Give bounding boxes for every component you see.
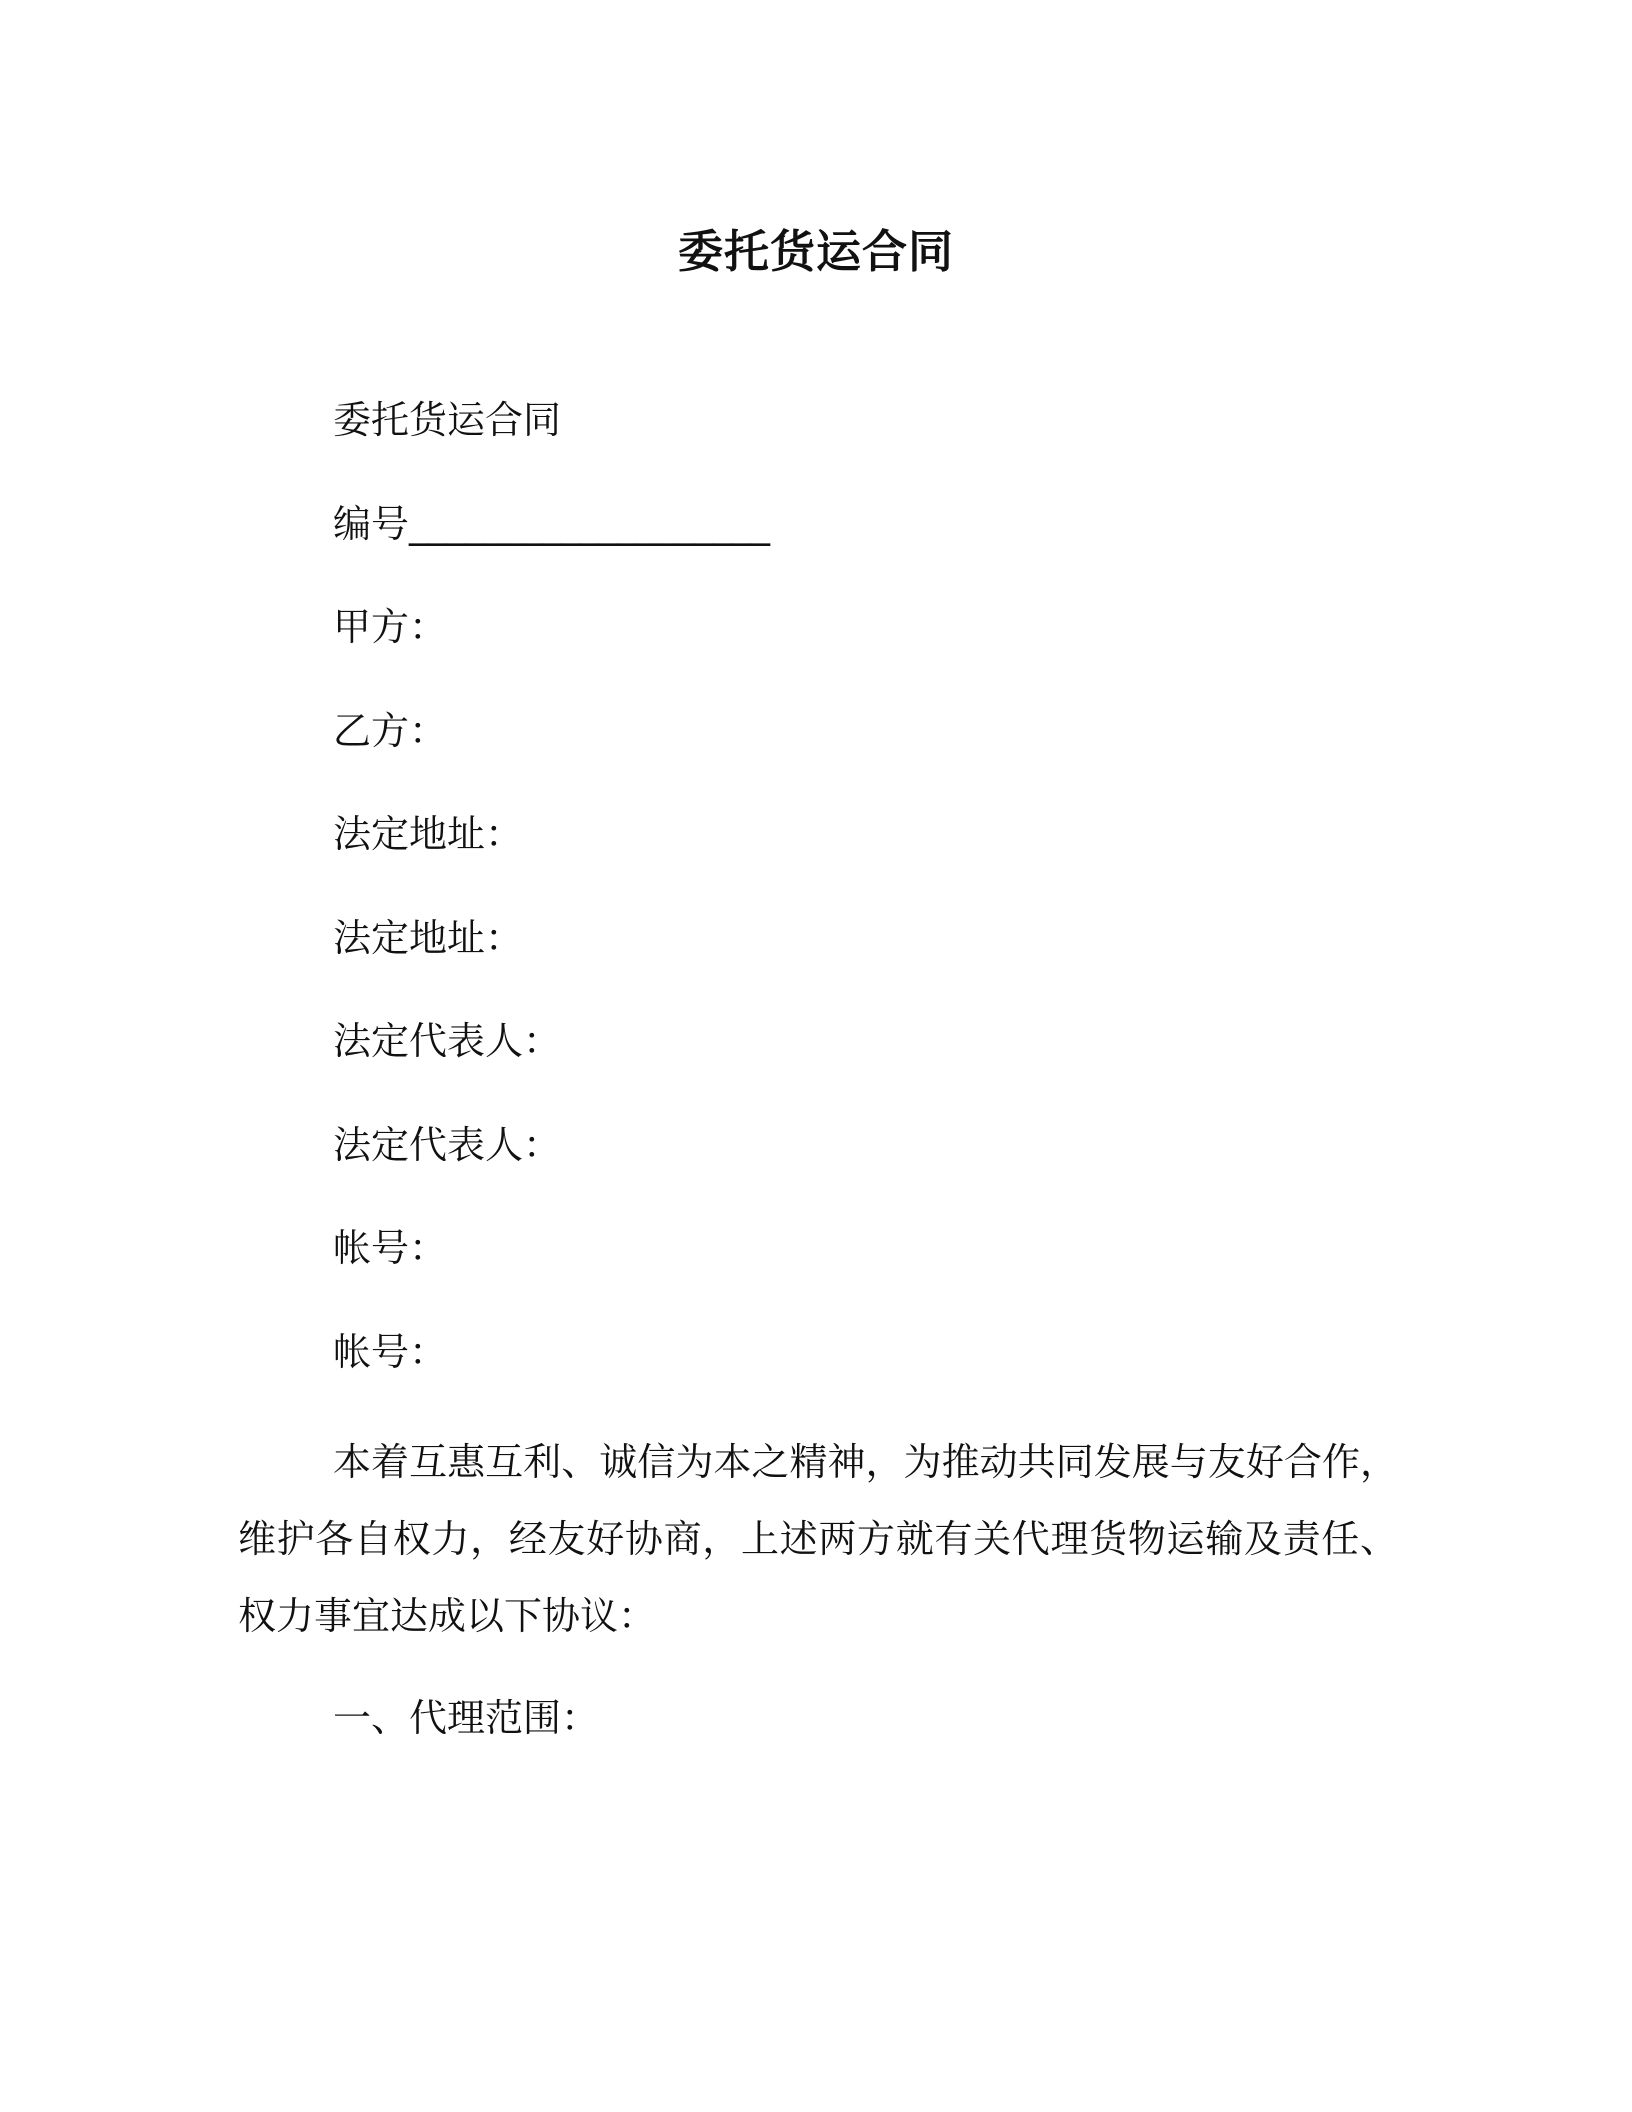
party-a-line: 甲方：	[333, 605, 448, 649]
document-title: 委托货运合同	[677, 225, 954, 278]
section-heading-scope: 一、代理范围：	[333, 1696, 600, 1740]
legal-representative-line-b: 法定代表人：	[333, 1123, 562, 1167]
legal-representative-line-a: 法定代表人：	[333, 1019, 562, 1063]
subtitle-line: 委托货运合同	[333, 398, 562, 442]
legal-address-line-a: 法定地址：	[333, 812, 524, 856]
party-b-line: 乙方：	[333, 709, 448, 753]
contract-number-line: 编号___________________	[333, 502, 771, 546]
account-line-a: 帐号：	[333, 1226, 448, 1270]
preamble-paragraph: 本着互惠互利、诚信为本之精神，为推动共同发展与友好合作，维护各自权力，经友好协商，上述两方就有关代理货物运输及责任、权力事宜达成以下协议：	[238, 1440, 1398, 1638]
account-line-b: 帐号：	[333, 1330, 448, 1374]
legal-address-line-b: 法定地址：	[333, 916, 524, 960]
